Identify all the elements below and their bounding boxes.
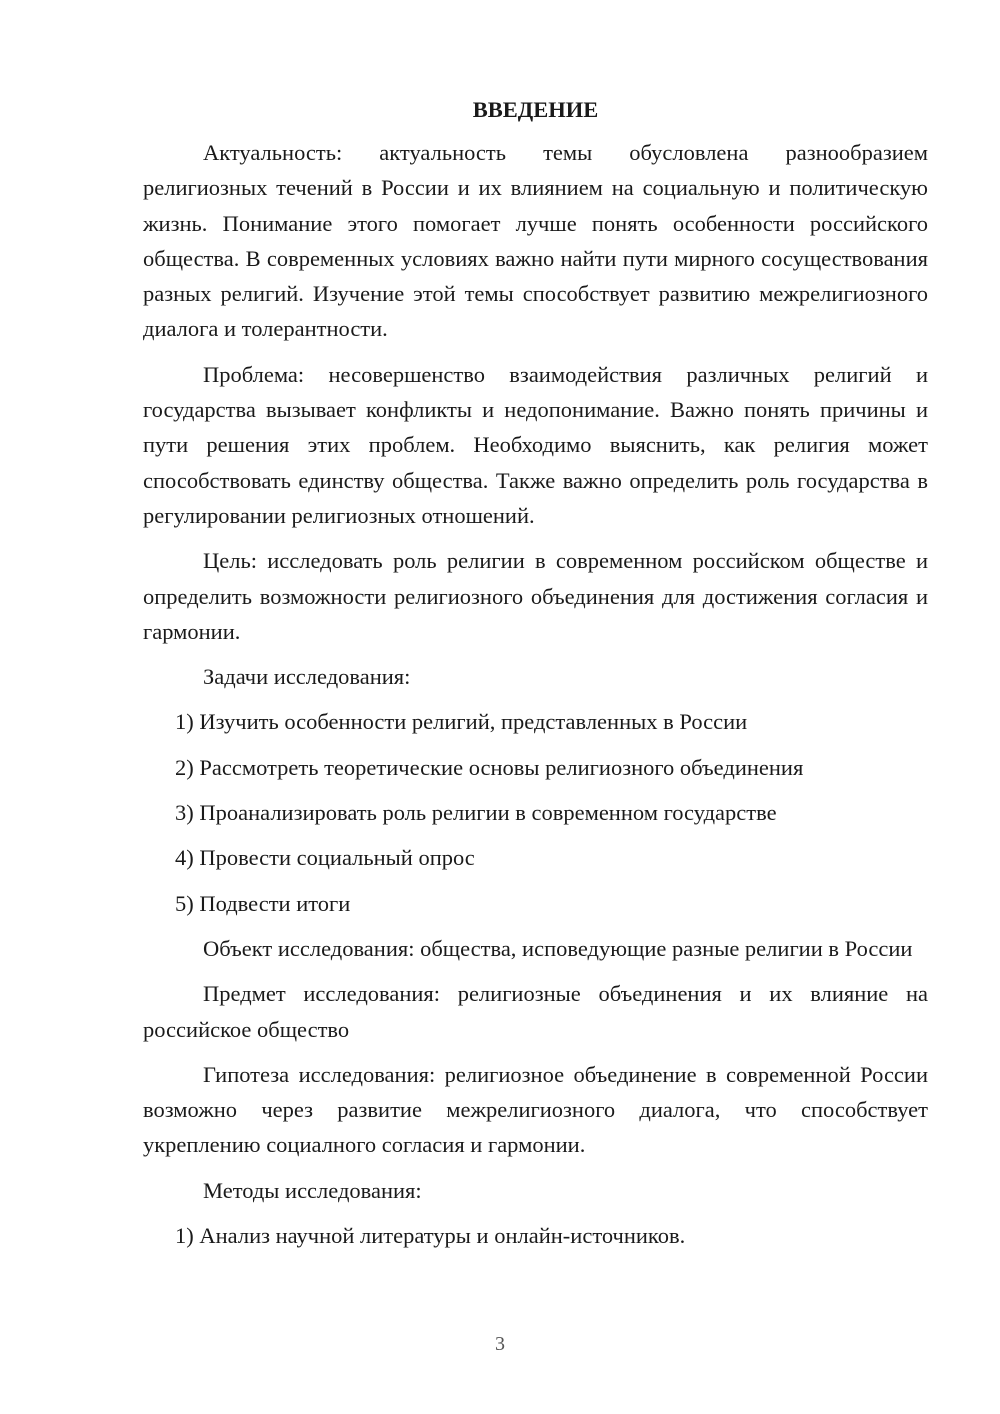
task-item: 3) Проанализировать роль религии в современном государстве — [175, 800, 777, 826]
page-number: 3 — [495, 1333, 505, 1355]
tasks-title: Задачи исследования: — [203, 664, 411, 690]
methods-title: Методы исследования: — [203, 1177, 422, 1203]
task-item: 1) Изучить особенности религий, представленных в России — [175, 709, 748, 735]
task-item: 4) Провести социальный опрос — [175, 845, 475, 871]
hypothesis-paragraph: Гипотеза исследования: религиозное объединение в современной России возможно через развитие межрелигиозного диалога, что способствует укреплению социалного согласия и гармонии. — [143, 1061, 928, 1158]
goal-paragraph: Цель: исследовать роль религии в современном российском обществе и определить возможности религиозного объединения для достижения согласия и гармонии. — [143, 548, 928, 644]
task-item: 5) Подвести итоги — [175, 890, 351, 916]
method-item: 1) Анализ научной литературы и онлайн-источников. — [175, 1223, 686, 1249]
subject-paragraph: Предмет исследования: религиозные объединения и их влияние на российское общество — [143, 981, 928, 1042]
relevance-paragraph: Актуальность: актуальность темы обусловлена разнообразием религиозных течений в России и их влиянием на социальную и политическую жизнь. Понимание этого помогает лучше понять особенности российского общества. В современных условиях важно найти пути мирного сосуществования разных религий. Изучение этой темы способствует развитию межрелигиозного диалога и толерантности. — [143, 140, 928, 342]
page-content — [143, 92, 928, 1263]
problem-paragraph: Проблема: несовершенство взаимодействия различных религий и государства вызывает конфликты и недопонимание. Важно понять причины и пути решения этих проблем. Необходимо выяснить, как религия может способствовать единству общества. Также важно определить роль государства в регулировании религиозных отношений. — [143, 361, 928, 528]
task-item: 2) Рассмотреть теоретические основы религиозного объединения — [175, 754, 804, 780]
object-paragraph: Объект исследования: общества, исповедующие разные религии в России — [203, 935, 913, 961]
section-heading: ВВЕДЕНИЕ — [472, 97, 599, 122]
